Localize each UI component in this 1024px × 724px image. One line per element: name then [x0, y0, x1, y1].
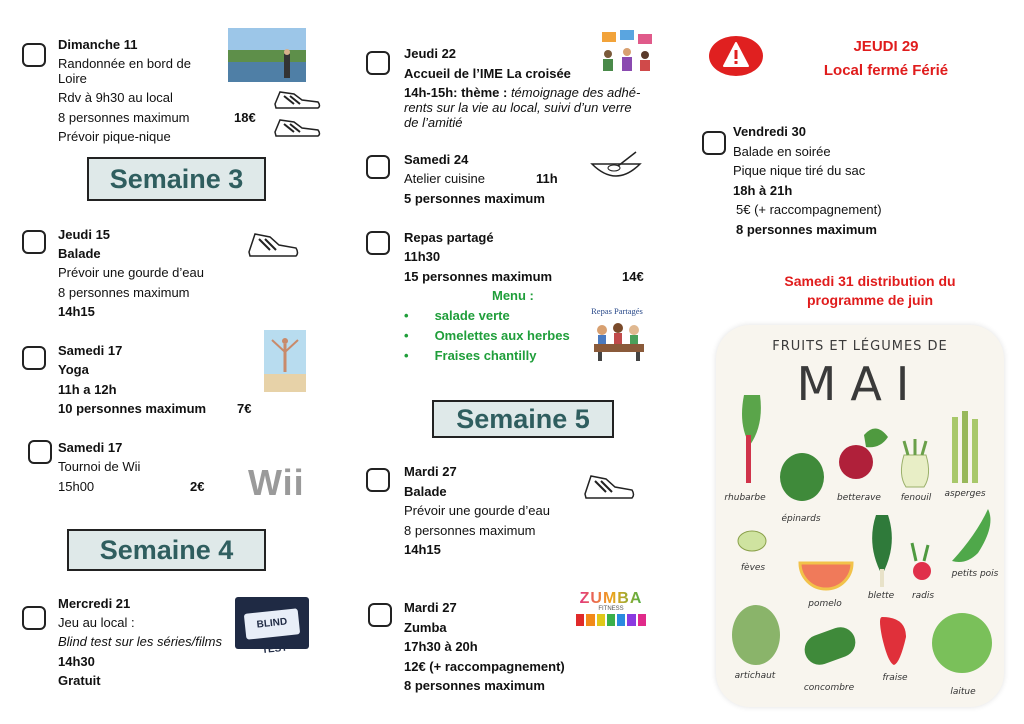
- closure-date: JEUDI 29: [853, 38, 919, 55]
- checkbox-mardi-27-zumba[interactable]: [368, 603, 392, 627]
- broad-beans-icon: [738, 531, 766, 551]
- zumba-logo: [576, 590, 646, 626]
- event-line: 14h30: [58, 654, 95, 669]
- event-title: Mardi 27: [404, 600, 457, 615]
- event-line: Prévoir une gourde d’eau: [404, 503, 550, 518]
- spinach-icon: [780, 453, 824, 501]
- event-line: 14h15: [58, 304, 95, 319]
- event-line: Rdv à 9h30 au local: [58, 90, 173, 105]
- lettuce-icon: [932, 613, 992, 673]
- repas-image-label: Repas Partagés: [591, 306, 643, 316]
- event-line: Tournoi de Wii: [58, 459, 141, 474]
- june-notice-line-2: programme de juin: [806, 292, 934, 308]
- week-3-banner: Semaine 3: [87, 157, 266, 201]
- radish-icon: [913, 562, 931, 580]
- event-line: 11h30: [404, 249, 441, 264]
- event-title: Jeudi 15: [58, 227, 111, 242]
- veg-label: betterave: [837, 493, 881, 503]
- event-line: 18h à 21h: [733, 183, 793, 198]
- produce-illustrations: [716, 325, 1004, 707]
- asparagus-icon: [952, 417, 958, 483]
- veg-label: blette: [867, 591, 895, 601]
- checkbox-dimanche-11[interactable]: [22, 43, 46, 67]
- event-line: 12€ (+ raccompagnement): [404, 659, 565, 674]
- event-line: rents sur la vie au local, suivi d’un verre: [404, 100, 632, 115]
- event-price: 14€: [622, 269, 644, 284]
- poster-subtitle: FRUITS ET LÉGUMES DE: [772, 339, 948, 354]
- veg-label: fraise: [882, 673, 908, 683]
- event-line: Accueil de l’IME La croisée: [404, 66, 571, 81]
- event-line: Balade: [404, 484, 447, 499]
- checkbox-repas-partage[interactable]: [366, 231, 390, 255]
- event-line: Gratuit: [58, 673, 101, 688]
- event-line: Yoga: [58, 362, 89, 377]
- artichoke-icon: [732, 605, 780, 665]
- week-4-banner: Semaine 4: [67, 529, 266, 571]
- cucumber-icon: [800, 623, 859, 669]
- event-line: Prévoir pique-nique: [58, 129, 171, 144]
- veg-label: concombre: [803, 683, 855, 693]
- checkbox-mercredi-21[interactable]: [22, 606, 46, 630]
- closure-reason: Local fermé Férié: [823, 62, 949, 79]
- event-theme: témoignage des adhé-: [510, 85, 641, 100]
- beet-icon: [839, 445, 873, 479]
- checkbox-samedi-17-yoga[interactable]: [22, 346, 46, 370]
- sneaker-icon: [246, 228, 300, 262]
- june-notice-line-1: Samedi 31 distribution du: [784, 273, 956, 289]
- event-line: 8 personnes maximum: [58, 110, 190, 125]
- whisk-bowl-icon: [588, 150, 644, 186]
- menu-title: Menu :: [492, 288, 534, 303]
- sneaker-icon: [272, 86, 322, 112]
- veg-label: fenouil: [900, 493, 932, 503]
- seasonal-produce-poster: [716, 325, 1004, 707]
- event-title: Samedi 24: [404, 152, 469, 167]
- event-line: Pique nique tiré du sac: [733, 163, 866, 178]
- event-title: Jeudi 22: [404, 46, 457, 61]
- speech-bubbles-icon: [598, 28, 656, 72]
- event-line: de l’amitié: [404, 115, 463, 130]
- event-title: Vendredi 30: [733, 124, 806, 139]
- sneaker-icon: [272, 114, 322, 140]
- veg-label: laitue: [950, 687, 976, 697]
- checkbox-jeudi-15[interactable]: [22, 230, 46, 254]
- sneaker-icon: [582, 470, 636, 504]
- blind-test-image: [235, 597, 309, 657]
- shared-meal-illustration: [590, 318, 648, 362]
- event-line: Balade: [58, 246, 101, 261]
- event-line: 10 personnes maximum: [58, 401, 207, 416]
- event-time: 11h: [536, 171, 558, 186]
- event-line: Blind test sur les séries/films: [58, 634, 222, 649]
- zumba-dancers: [576, 614, 646, 626]
- checkbox-vendredi-30[interactable]: [702, 131, 726, 155]
- poster-title: MAI: [796, 357, 924, 411]
- menu-item: • Omelettes aux herbes: [404, 328, 570, 343]
- event-line: 17h30 à 20h: [404, 639, 478, 654]
- week-5-banner: Semaine 5: [432, 400, 614, 438]
- warning-icon: [708, 35, 764, 77]
- chard-icon: [872, 515, 892, 575]
- rhubarb-icon: [742, 395, 761, 445]
- event-time-theme: 14h-15h: thème :: [404, 85, 508, 100]
- event-title: Samedi 17: [58, 343, 123, 358]
- blind-test-badge: BLIND TEST: [244, 608, 300, 640]
- peas-icon: [952, 509, 990, 562]
- event-title: Mardi 27: [404, 464, 457, 479]
- landscape-photo: [228, 28, 306, 82]
- veg-label: rhubarbe: [724, 493, 766, 503]
- veg-label: artichaut: [734, 671, 776, 681]
- checkbox-samedi-24[interactable]: [366, 155, 390, 179]
- zumba-logo-text: ZUMBA: [576, 590, 646, 608]
- event-line: Atelier cuisine: [404, 171, 485, 186]
- event-line: 5€ (+ raccompagnement): [736, 202, 882, 217]
- event-line: Loire: [58, 71, 87, 86]
- veg-label: épinards: [781, 514, 821, 524]
- menu-item: • salade verte: [404, 308, 510, 323]
- event-line: Randonnée en bord de: [58, 56, 192, 71]
- pomelo-icon: [800, 563, 852, 589]
- event-line: Jeu au local :: [58, 615, 135, 630]
- veg-label: asperges: [944, 489, 986, 499]
- fennel-icon: [901, 455, 928, 487]
- event-title: Dimanche 11: [58, 37, 138, 52]
- checkbox-jeudi-22[interactable]: [366, 51, 390, 75]
- event-line: 8 personnes maximum: [404, 523, 536, 538]
- zumba-logo-sub: FITNESS: [598, 606, 624, 612]
- event-line: Prévoir une gourde d’eau: [58, 265, 204, 280]
- event-line: 15h00: [58, 479, 95, 494]
- event-title: Repas partagé: [404, 230, 494, 245]
- event-price: 2€: [190, 479, 205, 494]
- veg-label: fèves: [740, 563, 766, 573]
- event-line: 14h15: [404, 542, 441, 557]
- event-line: Zumba: [404, 620, 447, 635]
- event-title: Samedi 17: [58, 440, 123, 455]
- event-line: 8 personnes maximum: [404, 678, 545, 693]
- wii-logo: Wii: [248, 462, 305, 503]
- event-price: 18€: [234, 110, 256, 125]
- yoga-photo: [264, 330, 306, 392]
- menu-item: • Fraises chantilly: [404, 348, 537, 363]
- event-line: 5 personnes maximum: [404, 191, 545, 206]
- checkbox-samedi-17-wii[interactable]: [28, 440, 52, 464]
- event-line: 15 personnes maximum: [404, 269, 553, 284]
- checkbox-mardi-27-balade[interactable]: [366, 468, 390, 492]
- event-price: 7€: [237, 401, 252, 416]
- event-line: Balade en soirée: [733, 144, 831, 159]
- veg-label: radis: [911, 591, 935, 601]
- event-title: Mercredi 21: [58, 596, 131, 611]
- strawberry-icon: [880, 617, 906, 665]
- event-line: 11h a 12h: [58, 382, 117, 397]
- event-line: 8 personnes maximum: [736, 222, 877, 237]
- veg-label: petits pois: [951, 569, 999, 579]
- veg-label: pomelo: [808, 599, 842, 609]
- event-line: 8 personnes maximum: [58, 285, 190, 300]
